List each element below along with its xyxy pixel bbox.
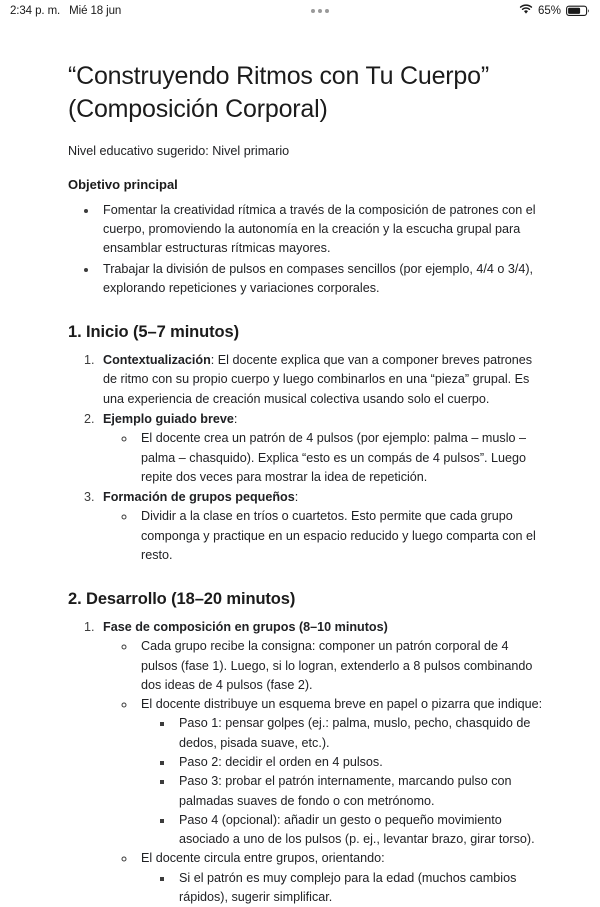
status-bar-center [121, 9, 519, 13]
list-item [136, 695, 545, 849]
steps-list [141, 869, 545, 907]
list-item-text: : [294, 490, 299, 505]
inicio-step-list [68, 351, 545, 565]
list-item [98, 618, 545, 907]
page-title: “Construyendo Ritmos con Tu Cuerpo” (Composición Corporal) [68, 62, 489, 123]
status-date: Mié 18 jun [69, 5, 122, 17]
list-item [98, 351, 545, 409]
list-item-label: Ejemplo guiado breve [103, 412, 234, 427]
list-item: ▪ Paso 1: pensar golpes (ej.: palma, muslo, pecho, chasquido de dedos, pisada suave, etc.). [174, 714, 545, 753]
list-item: ▪ Si el patrón es muy complejo para la edad (muchos cambios rápidos), sugerir simplificar. [174, 869, 545, 907]
list-item: ◦ Dividir a la clase en tríos o cuartetos. Esto permite que cada grupo componga y practique en un espacio reducido y luego comparta con el resto. [136, 507, 545, 565]
list-item [98, 410, 545, 487]
battery-icon [566, 5, 590, 17]
status-bar-left [10, 5, 121, 17]
status-bar [0, 0, 600, 22]
list-item-text: El docente distribuye un esquema breve en papel o pizarra que indique: [141, 697, 543, 712]
list-item-label: Fase de composición en grupos (8–10 minutos) [103, 620, 388, 635]
list-item [98, 488, 545, 565]
status-time: 2:34 p. m. [10, 5, 61, 17]
objective-heading: Objetivo principal [68, 176, 178, 192]
document-body [0, 60, 600, 907]
list-item: ▪ Paso 4 (opcional): añadir un gesto o pequeño movimiento asociado a uno de los pulsos (p. ej., levantar brazo, girar torso). [174, 811, 545, 850]
list-item [136, 849, 545, 907]
list-item-text: El docente circula entre grupos, orientando: [141, 851, 385, 866]
wifi-icon [519, 4, 533, 18]
list-item-label: Contextualización [103, 353, 211, 368]
objective-list [68, 201, 545, 298]
list-item-label: Formación de grupos pequeños [103, 490, 295, 505]
list-item: ◦ El docente crea un patrón de 4 pulsos (por ejemplo: palma – muslo – palma – chasquido). Explica “esto es un compás de 4 pulsos”. Luego repite dos veces para mostrar la idea de repetición. [136, 429, 545, 487]
list-item: ▪ Paso 2: decidir el orden en 4 pulsos. [174, 753, 545, 772]
status-bar-right [519, 4, 590, 18]
desarrollo-step-list [68, 618, 545, 907]
list-item-text: : [233, 412, 238, 427]
section-heading-inicio: 1. Inicio (5–7 minutos) [68, 323, 239, 342]
list-item: ▪ Paso 3: probar el patrón internamente, marcando pulso con palmadas suaves de fondo o con metrónomo. [174, 772, 545, 811]
list-item: ◦ Cada grupo recibe la consigna: componer un patrón corporal de 4 pulsos (fase 1). Luego, si lo logran, extenderlo a 8 pulsos combinando dos ideas de 4 pulsos (fase 2). [136, 637, 545, 695]
sub-list [103, 507, 545, 565]
document-subtitle: Nivel educativo sugerido: Nivel primario [68, 144, 290, 158]
battery-percent-label: 65% [537, 5, 561, 17]
list-item: • Trabajar la división de pulsos en compases sencillos (por ejemplo, 4/4 o 3/4), explorando repeticiones y variaciones corporales. [98, 260, 545, 299]
sub-list [103, 429, 545, 487]
steps-list [141, 714, 545, 849]
more-dots-icon[interactable] [311, 9, 329, 13]
list-item: • Fomentar la creatividad rítmica a través de la composición de patrones con el cuerpo, promoviendo la autonomía en la creación y la escucha grupal para ensamblar estructuras rítmicas mayores. [98, 201, 545, 259]
sub-list [103, 637, 545, 907]
section-heading-desarrollo: 2. Desarrollo (18–20 minutos) [68, 590, 296, 609]
list-item-text: : El docente explica que van a componer breves patrones de ritmo con su propio cuerpo y luego combinarlos en una “pieza” grupal. Es una experiencia de creación musical colectiva usando solo el cuerpo. [103, 353, 533, 406]
